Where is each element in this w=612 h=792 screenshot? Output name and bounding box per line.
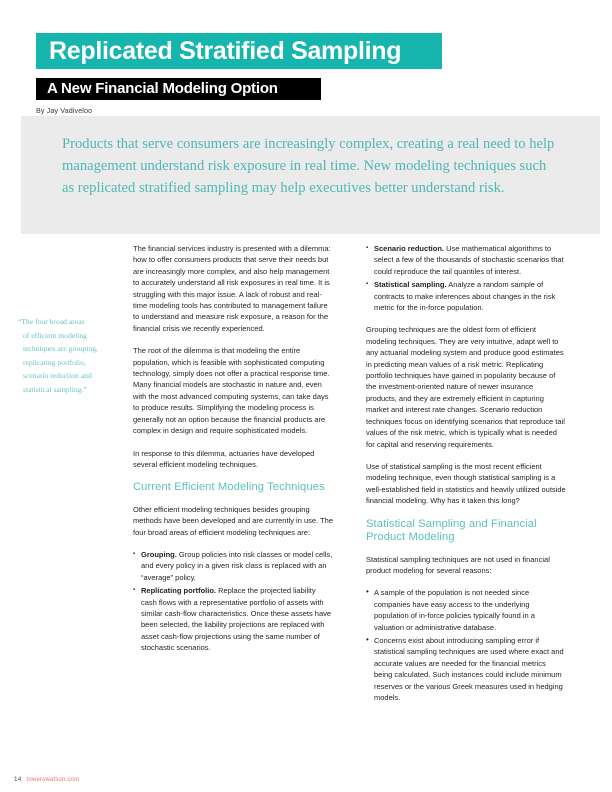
list-item-term: Replicating portfolio.	[141, 586, 216, 596]
left-column	[133, 243, 333, 665]
body-paragraph: Use of statistical sampling is the most recent efficient modeling technique, even though statistical sampling is a well-established field in statistics and heavily utilized outside financial modeling. Why has it taken this long?	[366, 461, 566, 506]
list-item-text: Replace the projected liability cash flows with a representative portfolio of assets with similar cash-flow characteristics. Once these assets have been selected, the liability projections are replaced with asset cash-flow projections using the same number of stochastic scenarios.	[141, 586, 332, 653]
list-item-text: Group policies into risk classes or model cells, and every policy in a given risk class is replaced with an “average” policy.	[141, 550, 333, 582]
pull-quote-line: statistical sampling.”	[23, 384, 87, 394]
list-item-text: Concerns exist about introducing sampling error if statistical sampling techniques are used where exact and accurate values are needed for the financial metrics being calculated. Such instances could include minimum reserves or the various Greek measures used in hedging models.	[374, 635, 564, 702]
body-paragraph: In response to this dilemma, actuaries have developed several efficient modeling techniques.	[133, 448, 315, 469]
list-item-text: Use mathematical algorithms to select a few of the thousands of stochastic scenarios that could reproduce the tail quantiles of interest.	[374, 244, 564, 276]
pull-quote-line: of efficient modeling	[23, 330, 87, 340]
footer-site-url[interactable]: towerswatson.com	[26, 777, 80, 783]
pull-quote	[18, 315, 122, 397]
list-item-term: Statistical sampling.	[374, 280, 447, 290]
article-title-bar	[36, 33, 442, 69]
section-heading-current-efficient-modeling-techniques: Current Efficient Modeling Techniques	[133, 481, 325, 494]
page-subtitle: A New Financial Modeling Option	[47, 80, 278, 97]
list-item	[366, 243, 566, 277]
pull-quote-line: scenario reduction and	[23, 371, 92, 381]
page-number: 14	[14, 776, 22, 783]
pull-quote-line: replicating portfolio,	[23, 357, 86, 367]
list-item-term: Grouping.	[141, 550, 177, 560]
intro-text: Products that serve consumers are increasingly complex, creating a real need to help management understand risk exposure in real time. New modeling techniques such as replicated stratified sampling may help executives better understand risk.	[62, 136, 555, 196]
list-item-text: Analyze a random sample of contracts to make inferences about changes in the risk metric for the in-force population.	[374, 280, 556, 313]
byline: By Jay Vadiveloo	[36, 106, 93, 115]
pull-quote-line: “The four broad areas	[18, 317, 85, 326]
body-paragraph: The financial services industry is presented with a dilemma: how to offer consumers products that serve their needs but are increasingly more complex, and also help management to accurately understand all risk exposures in real time. It is struggling with this major issue. A lack of robust and real-time modeling tools has contributed to management failure to understand and measure risk exposure, a reason for the financial crisis we recently experienced.	[133, 244, 331, 333]
list-item-text: A sample of the population is not needed since companies have easy access to the underlying population of in-force policies typically found in a valuation or administrative database.	[374, 588, 535, 632]
pull-quote-line: techniques are grouping,	[23, 344, 98, 354]
right-column	[366, 243, 566, 714]
list-item	[133, 549, 333, 583]
section-heading-statistical-sampling-and-financial-product-modeling: Statistical Sampling and Financial Product Modeling	[366, 517, 537, 544]
body-paragraph: Other efficient modeling techniques besides grouping methods have been developed and are currently in use. The four broad areas of efficient modeling techniques are:	[133, 504, 333, 537]
intro-block	[21, 116, 600, 234]
left-column-bullet-list	[133, 549, 333, 654]
body-paragraph: The root of the dilemma is that modeling the entire population, which is feasible with sophisticated computing technology, simply does not offer a practical response time. Many financial models are stochastic in nature and, even with the most advanced computing systems, can take days to produce results. Simplifying the modeling process is generally not an option because the financial products are complex in design and require sophisticated models.	[133, 346, 330, 436]
right-column-bullet-list-bottom	[366, 587, 566, 703]
list-item	[366, 587, 566, 633]
body-paragraph: Statistical sampling techniques are not used in financial product modeling for several reasons:	[366, 554, 550, 575]
list-item-term: Scenario reduction.	[374, 244, 445, 253]
list-item	[366, 279, 566, 313]
list-item	[366, 635, 566, 703]
body-paragraph: Grouping techniques are the oldest form of efficient modeling techniques. They are very intuitive, adapt well to any actuarial modeling system and produce good estimates in predicting mean values of a risk metric. Replicating portfolio techniques have gained in popularity because of the investment-oriented nature of newer insurance products, and they are extremely efficient in capturing market and interest rate changes. Scenario reduction techniques focus on identifying scenarios that reproduce tail values of the risk metric, which is typically what is needed for capital and reserving requirements.	[366, 325, 565, 449]
right-column-bullet-list-top	[366, 243, 566, 313]
article-subtitle-bar	[36, 78, 321, 100]
footer	[14, 776, 79, 783]
page-title: Replicated Stratified Sampling	[49, 37, 402, 65]
list-item	[133, 585, 333, 653]
